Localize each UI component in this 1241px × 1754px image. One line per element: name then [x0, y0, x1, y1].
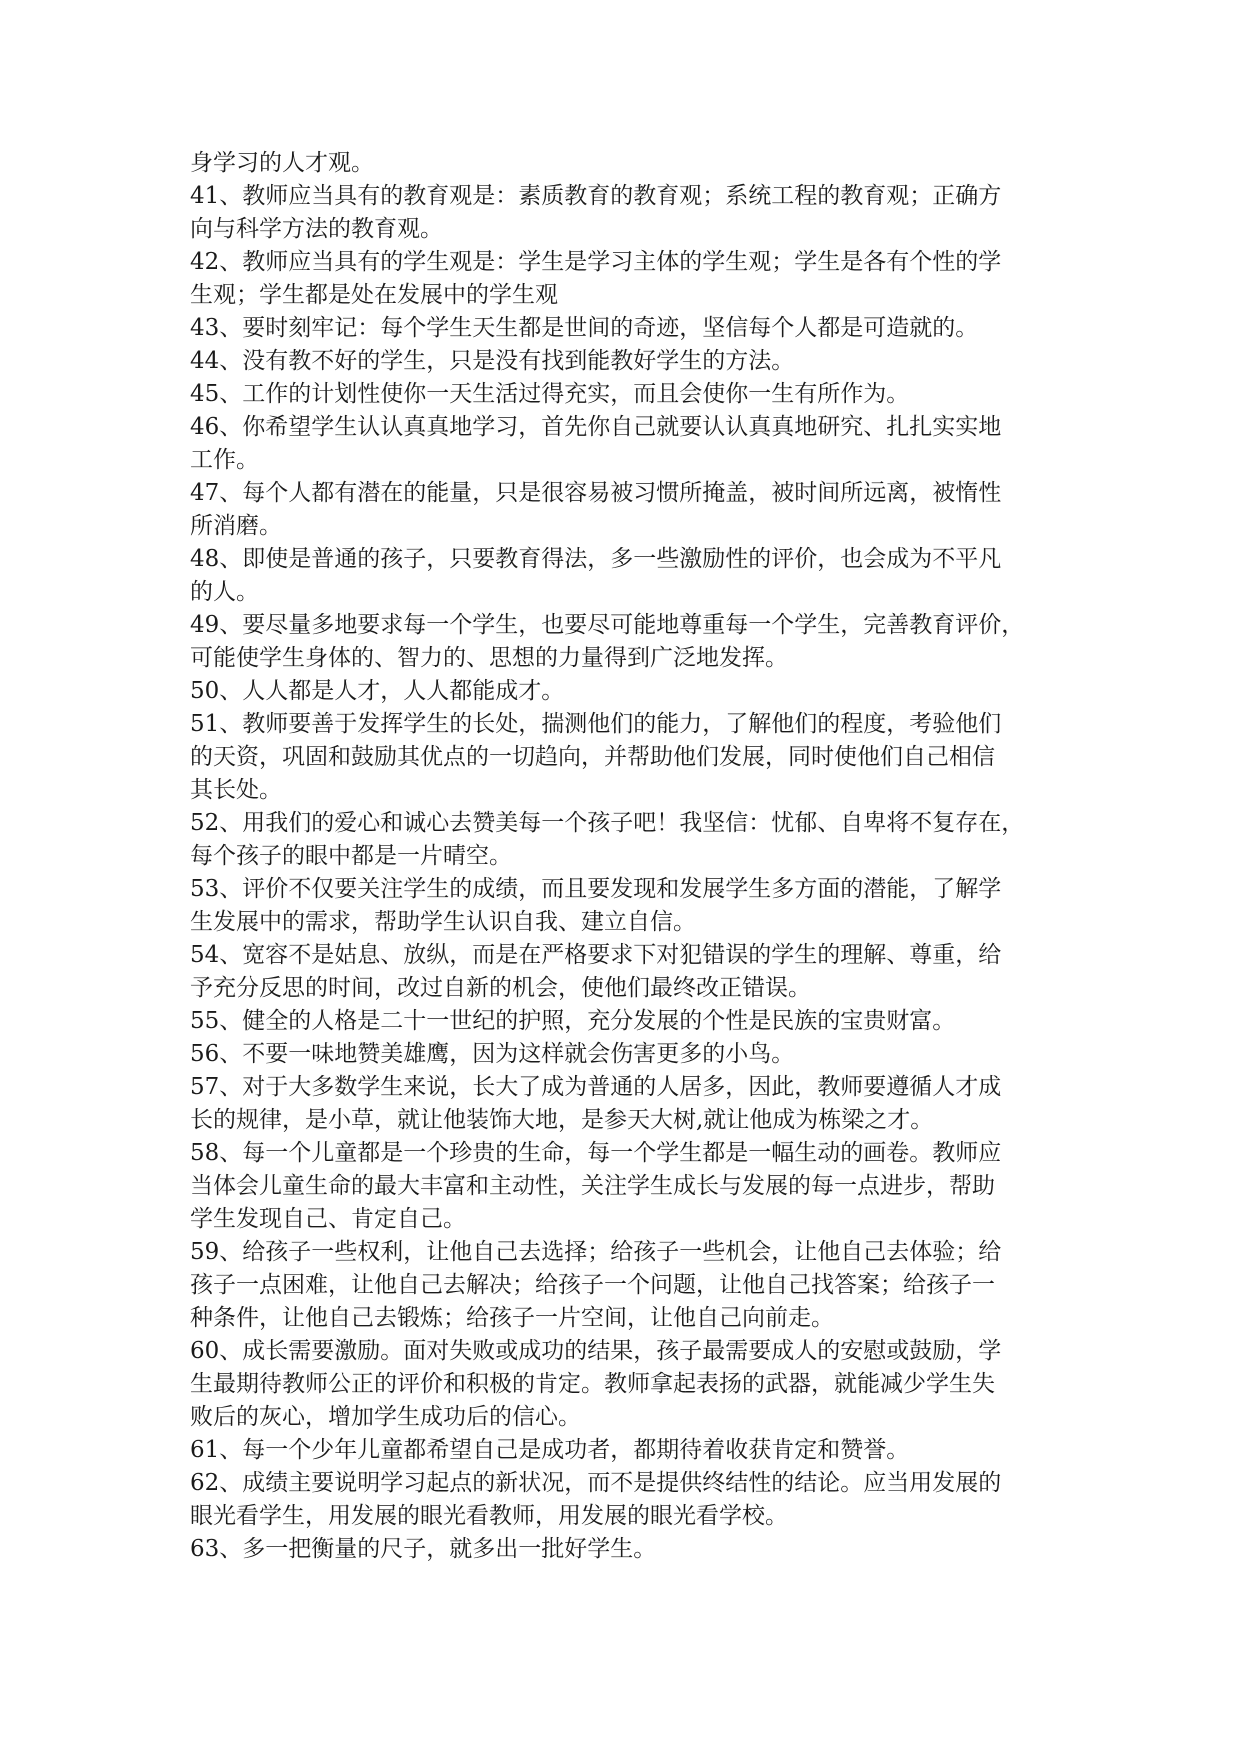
text-line: 生最期待教师公正的评价和积极的肯定。教师拿起表扬的武器，就能减少学生失	[190, 1371, 995, 1397]
text-line: 当体会儿童生命的最大丰富和主动性，关注学生成长与发展的每一点进步，帮助	[190, 1173, 995, 1199]
text-line: 其长处。	[190, 777, 282, 803]
text-line: 49、要尽量多地要求每一个学生，也要尽可能地尊重每一个学生，完善教育评价，	[190, 612, 1025, 638]
text-line: 53、评价不仅要关注学生的成绩，而且要发现和发展学生多方面的潜能，了解学	[190, 876, 1002, 902]
text-line: 54、宽容不是姑息、放纵，而是在严格要求下对犯错误的学生的理解、尊重，给	[190, 942, 1002, 968]
text-line: 52、用我们的爱心和诚心去赞美每一个孩子吧！我坚信：忧郁、自卑将不复存在，	[190, 810, 1025, 836]
text-line: 学生发现自己、肯定自己。	[190, 1206, 466, 1232]
text-line: 工作。	[190, 447, 259, 473]
text-line: 的人。	[190, 579, 259, 605]
text-line: 50、人人都是人才，人人都能成才。	[190, 678, 565, 704]
text-line: 62、成绩主要说明学习起点的新状况，而不是提供终结性的结论。应当用发展的	[190, 1470, 1002, 1496]
text-line: 58、每一个儿童都是一个珍贵的生命，每一个学生都是一幅生动的画卷。教师应	[190, 1140, 1002, 1166]
text-line: 向与科学方法的教育观。	[190, 216, 443, 242]
text-line: 孩子一点困难，让他自己去解决；给孩子一个问题，让他自己找答案；给孩子一	[190, 1272, 995, 1298]
text-line: 45、工作的计划性使你一天生活过得充实，而且会使你一生有所作为。	[190, 381, 910, 407]
text-line: 41、教师应当具有的教育观是：素质教育的教育观；系统工程的教育观；正确方	[190, 183, 1002, 209]
text-line: 51、教师要善于发挥学生的长处，揣测他们的能力，了解他们的程度，考验他们	[190, 711, 1002, 737]
text-line: 56、不要一味地赞美雄鹰，因为这样就会伤害更多的小鸟。	[190, 1041, 795, 1067]
text-line: 生观；学生都是处在发展中的学生观	[190, 282, 558, 308]
text-line: 44、没有教不好的学生，只是没有找到能教好学生的方法。	[190, 348, 795, 374]
text-line: 的天资，巩固和鼓励其优点的一切趋向，并帮助他们发展，同时使他们自己相信	[190, 744, 995, 770]
text-line: 予充分反思的时间，改过自新的机会，使他们最终改正错误。	[190, 975, 811, 1001]
text-line: 身学习的人才观。	[190, 150, 374, 176]
text-line: 眼光看学生，用发展的眼光看教师，用发展的眼光看学校。	[190, 1503, 788, 1529]
text-line: 46、你希望学生认认真真地学习，首先你自己就要认认真真地研究、扎扎实实地	[190, 414, 1002, 440]
text-line: 60、成长需要激励。面对失败或成功的结果，孩子最需要成人的安慰或鼓励，学	[190, 1338, 1002, 1364]
text-line: 63、多一把衡量的尺子，就多出一批好学生。	[190, 1536, 657, 1562]
text-line: 55、健全的人格是二十一世纪的护照，充分发展的个性是民族的宝贵财富。	[190, 1008, 956, 1034]
text-line: 61、每一个少年儿童都希望自己是成功者，都期待着收获肯定和赞誉。	[190, 1437, 910, 1463]
document-body	[190, 147, 1055, 1566]
text-line: 47、每个人都有潜在的能量，只是很容易被习惯所掩盖，被时间所远离，被惰性	[190, 480, 1002, 506]
text-line: 长的规律，是小草，就让他装饰大地，是参天大树,就让他成为栋梁之才。	[190, 1107, 934, 1133]
text-line: 种条件，让他自己去锻炼；给孩子一片空间，让他自己向前走。	[190, 1305, 834, 1331]
text-line: 48、即使是普通的孩子，只要教育得法，多一些激励性的评价，也会成为不平凡	[190, 546, 1002, 572]
text-line: 可能使学生身体的、智力的、思想的力量得到广泛地发挥。	[190, 645, 788, 671]
text-line: 43、要时刻牢记：每个学生天生都是世间的奇迹，坚信每个人都是可造就的。	[190, 315, 979, 341]
text-line: 所消磨。	[190, 513, 282, 539]
text-line: 59、给孩子一些权利，让他自己去选择；给孩子一些机会，让他自己去体验；给	[190, 1239, 1002, 1265]
text-line: 42、教师应当具有的学生观是：学生是学习主体的学生观；学生是各有个性的学	[190, 249, 1002, 275]
text-line: 败后的灰心，增加学生成功后的信心。	[190, 1404, 581, 1430]
text-line: 每个孩子的眼中都是一片晴空。	[190, 843, 512, 869]
text-line: 生发展中的需求，帮助学生认识自我、建立自信。	[190, 909, 696, 935]
text-line: 57、对于大多数学生来说，长大了成为普通的人居多，因此，教师要遵循人才成	[190, 1074, 1002, 1100]
